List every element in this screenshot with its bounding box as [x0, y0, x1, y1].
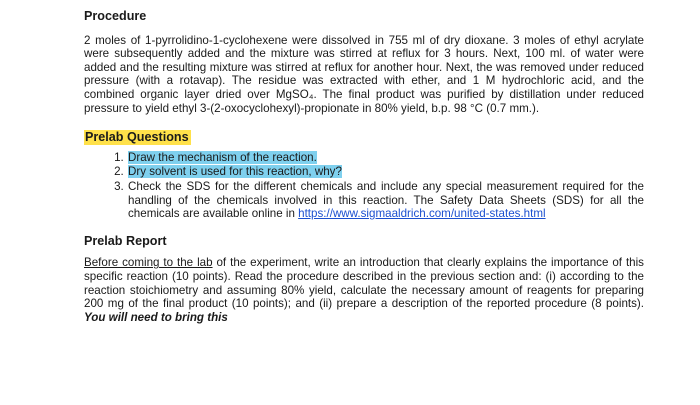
- question-text-3: Check the SDS for the different chemicals and include any special measurement required for the handling of the chemicals involved in this reaction. The Safety Data Sheets (SDS) for all the chemicals are available online in: [128, 179, 644, 221]
- question-text-1: Draw the mechanism of the reaction.: [128, 150, 317, 164]
- prelab-report-text: [84, 256, 644, 324]
- prelab-report-heading: Prelab Report: [84, 233, 167, 248]
- prelab-questions-list: [84, 151, 644, 221]
- procedure-text: 2 moles of 1-pyrrolidino-1-cyclohexene were dissolved in 755 ml of dry dioxane. 3 moles of ethyl acrylate were subsequently added and the mixture was stirred at reflux for 3 hours. Next, 100 ml. of water were added and the resulting mixture was stirred at reflux for another hour. Next, the was removed under reduced pressure (with a rotavap). The residue was extracted with ether, and 1 M hydrochloric acid, and the combined organic layer dried over MgSO₄. The final product was purified by distillation under reduced pressure to yield ethyl 3-(2-oxocyclohexyl)-propionate in 80% yield, b.p. 98 °C (0.7 mm.).: [84, 33, 644, 115]
- document-page: [84, 10, 644, 324]
- question-item-1: [127, 151, 644, 165]
- prelab-questions-label: Prelab Questions: [85, 130, 189, 145]
- question-text-2: Dry solvent is used for this reaction, why?: [128, 165, 342, 179]
- report-body: of the experiment, write an introduction that clearly explains the importance of this specific reaction (10 points). Read the procedure described in the previous section and: (i) according to the reaction stoichiometry and assuming 80% yield, calculate the necessary amount of reagents for preparing 200 mg of the final product (10 points); and (ii) prepare a description of the reported procedure (8 points).: [84, 256, 644, 311]
- report-tail: You will need to bring this: [84, 310, 228, 324]
- procedure-heading: Procedure: [84, 9, 147, 23]
- question-item-3: [127, 180, 644, 221]
- question-item-2: [127, 165, 644, 179]
- report-lead-underlined: Before coming to the lab: [84, 256, 213, 270]
- prelab-questions-heading: [84, 131, 644, 145]
- sds-link[interactable]: https://www.sigmaaldrich.com/united-states.html: [298, 207, 546, 221]
